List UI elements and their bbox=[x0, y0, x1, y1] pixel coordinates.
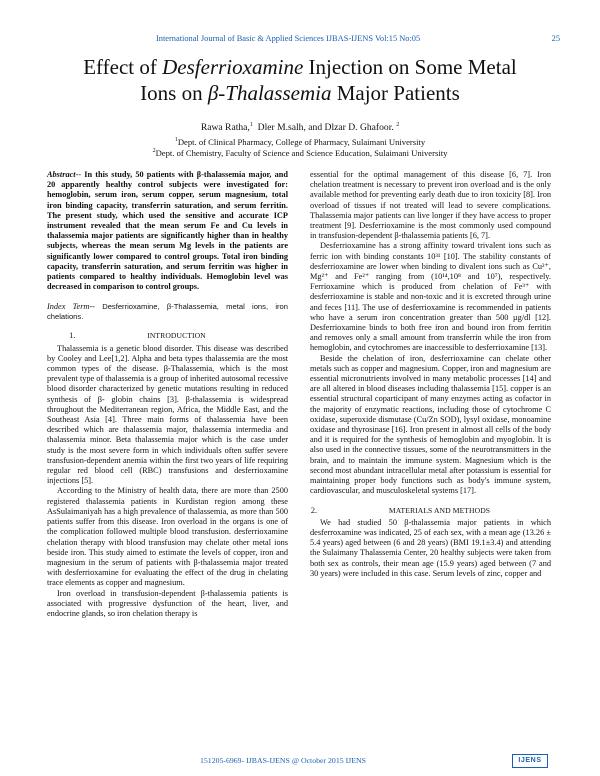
author-list: Rawa Ratha,$^1$ Dler M.salh, and Dlzar D. Ghafoor. $^2$ bbox=[200, 121, 400, 133]
paragraph: Beside the chelation of iron, desferrioxamine can chelate other metals such as copper and magnesium. Copper, iron and magnesium are essential micronutrients involved in many metabolic processes [14] and are all altered in blood diseases including thalassemia [15]. copper is an essential structural coparticipant of many enzymes acting as cofactor in the majority of enzymatic reactions, including those of cytochrome C oxidase, superoxide dismutase (Cu/Zn SOD), lysyl oxidase, monoamine oxidase and thyrosinase [16]. Iron present in almost all cells of the body and it is required for the synthesis of hemoglobin and myoglobin. It is also used in the connective tissues, some of the neurotransmitters in the brain, and to maintain the immune system. Magnesium which is the second most abundant intracellular metal after potassium is essential for maintaining proper body functions such as body's immune system, cardiovascular, and musculoskeletal systems [17]. bbox=[310, 353, 551, 496]
paragraph: According to the Ministry of health data, there are more than 2500 registered thalassemia patients in Kurdistan region among these AsSulaimaniyah has a high prevalence of thalassemia, as more than 500 patients suffer from this disease. Iron overload in the organs is one of the complication followed multiple blood transfusion. desferrioxamine chelation therapy with blood transfusion may chelate other metal ions beside iron. This study aimed to estimate the levels of copper, iron and magnesium in the serum of patients with β-thalassemia major treated with desferrioxamine for evaluating the effect of the drug in chelating trace elements as copper and magnesium. bbox=[47, 486, 288, 588]
paper-title bbox=[40, 54, 560, 106]
paragraph: Thalassemia is a genetic blood disorder. This disease was described by Cooley and Lee[1,2]. Alpha and beta types thalassemia are the most common types of the disease. β-Thalassemia, which is the most prevalent type of thalassemia is a group of inherited autosomal recessive blood disorder characterized by genetic mutations resulting in reduced synthesis of β- globin chains [3]. β-thalassemia is widespread throughout the Mediterranean region, Africa, the Middle East, and the Southeast Asia [4]. Three main forms of thalassemia have been described which are thalassemia major, thalassemia intermedia and thalassemia minor. Beta thalassemia major which is the case under study is the most severe form in which individuals often suffer severe transfusion-dependent anemia within the first two years of life requiring regular red blood cell (RBC) transfusions and desferrioxamine injections [5]. bbox=[47, 343, 288, 486]
paragraph: essential for the optimal management of this disease [6, 7]. Iron chelation treatment is necessary to prevent iron overload and is the only available method for preventing early death due to iron toxicity [8]. Iron overload of tissues if not treated will lead to severe complications. Thalassemia major patients can live longer if they have access to proper treatment [9]. Desferrioxamine is the most commonly used compound in transfusion-dependent β-thalassemia patients [6, 7]. bbox=[310, 170, 551, 241]
section-heading-methods: 2. MATERIALS AND METHODS bbox=[310, 505, 491, 515]
affiliation-1: $^1$Dept. of Clinical Pharmacy, College of Pharmacy, Sulaimani University bbox=[174, 137, 426, 147]
ijens-logo: IJENS bbox=[512, 754, 548, 768]
page-number: 25 bbox=[551, 34, 560, 43]
title-line-1: Effect of Desferrioxamine Injection on Some Metal bbox=[83, 55, 517, 79]
affiliation-2: $^2$Dept. of Chemistry, Faculty of Science and Science Education, Sulaimani University bbox=[152, 148, 448, 158]
paragraph: Iron overload in transfusion-dependent β-thalassemia patients is associated with progressive dysfunction of the heart, liver, and endocrine glands, so iron chelation therapy is bbox=[47, 588, 288, 618]
paragraph: We had studied 50 β-thalassemia major patients in which desferroxamine was indicated, 25 of each sex, with a mean age (13.26 ± 5.4 years) aged between (6 and 28 years) (BMI 19.1±3.4) and attending the Sulaimany Thalassemia Center, 20 healthy subjects were taken from both sex as controls, their mean age (15.9 years) aged between (7 and 30 years) were included in this case. Serum levels of zinc, copper and bbox=[310, 517, 551, 578]
index-terms: Index Term-- Desferrioxamine, β-Thalassemia, metal ions, iron chelations. bbox=[47, 302, 288, 322]
section-heading-introduction: 1. INTRODUCTION bbox=[69, 331, 206, 341]
footer-reference: 151205-6969- IJBAS-IJENS @ October 2015 IJENS bbox=[200, 756, 366, 765]
paragraph: Desferrioxamine has a strong affinity toward trivalent ions such as ferric ion with binding constants 10³¹ [10]. The stability constants of desferrioxamine are lower when binding to divalent ions such as Cu²⁺, Mg²⁺ and Fe²⁺ ranging from (10¹⁴,10⁸ and 10⁷), respectively. Ferrioxamine which is produced from chelation of Fe³⁺ with desferrioxamine is stable and non-toxic and it is excreted through urine and feces [11]. The use of desferrioxamine is recommended in patients who have a serum iron concentration greater than 500 µg/dl [12]. Desferrioxamine binds to both free iron and bound iron from ferritin and removes only a small amount from transferrin while the iron from hemoglobin, and cytochromes are inaccessible to desferrioxamine [13]. bbox=[310, 241, 551, 353]
journal-name: International Journal of Basic & Applied Sciences IJBAS-IJENS Vol:15 No:05 bbox=[156, 34, 421, 43]
abstract: Abstract-- In this study, 50 patients with β-thalassemia major, and 20 apparently healthy control subjects were investigated for: hemoglobin, serum iron, serum copper, serum magnesium, total iron binding capacity, transferrin saturation, and serum ferritin. The present study, which used the sensitive and accurate ICP instrument revealed that the mean serum Fe and Cu levels in thalassemia major patients are significantly higher than in healthy subjects, whereas the mean serum Mg levels in the patients are significantly lower compared to control groups. Total iron binding capacity, transferrin saturation, and serum ferritin was higher in patients compared to healthy individuals. Hemoglobin level was decreased in comparison to control groups. bbox=[47, 170, 288, 292]
title-line-2: Ions on β-Thalassemia Major Patients bbox=[140, 81, 460, 105]
right-column bbox=[310, 170, 551, 579]
left-column bbox=[47, 170, 288, 619]
